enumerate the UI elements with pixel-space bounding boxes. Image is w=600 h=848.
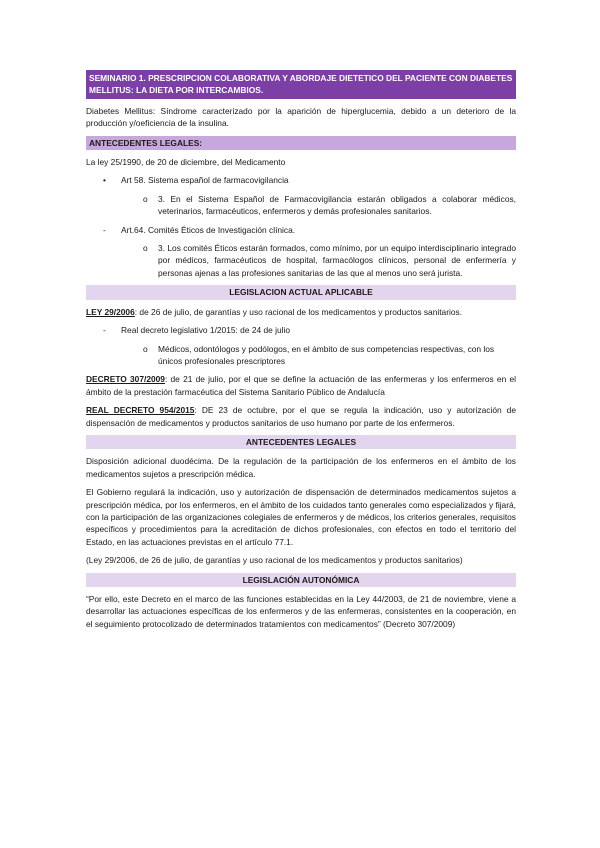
sub-bullet-marker: o xyxy=(143,193,148,204)
decreto-307-reference: DECRETO 307/2009 xyxy=(86,374,165,385)
list-item-text: Real decreto legislativo 1/2015: de 24 de julio xyxy=(121,325,291,336)
list-item-text: Art.64. Comités Éticos de Investigación clínica. xyxy=(121,224,296,235)
sub-item-prescriptores xyxy=(86,343,516,368)
list-item-art64 xyxy=(86,224,516,236)
sub-item-art58 xyxy=(86,193,516,218)
dash-marker: - xyxy=(103,224,106,235)
section-heading-antecedentes-2: ANTECEDENTES LEGALES xyxy=(86,435,516,449)
document-page xyxy=(86,70,516,636)
section-heading-legislacion-actual: LEGISLACION ACTUAL APLICABLE xyxy=(86,285,516,299)
list-item-text: Art 58. Sistema español de farmacovigilancia xyxy=(121,175,289,186)
section-heading-legislacion-autonomica: LEGISLACIÓN AUTONÓMICA xyxy=(86,573,516,587)
section-heading-antecedentes: ANTECEDENTES LEGALES: xyxy=(86,136,516,150)
document-title: SEMINARIO 1. PRESCRIPCION COLABORATIVA Y ABORDAJE DIETETICO DEL PACIENTE CON DIABETES MELLITUS: LA DIETA POR INTERCAMBIOS. xyxy=(86,70,516,99)
bullet-marker: • xyxy=(103,175,106,186)
sub-item-text: Médicos, odontólogos y podólogos, en el ámbito de sus competencias respectivas, con los únicos profesionales prescriptores xyxy=(158,343,495,366)
ley-29-2006-text: : de 26 de julio, de garantías y uso racional de los medicamentos y productos sanitarios. xyxy=(134,306,463,317)
list-item-art58 xyxy=(86,174,516,186)
disposicion-paragraph: Disposición adicional duodécima. De la regulación de la participación de los enfermeros en el ámbito de los medicamentos sujetos a prescripción médica. xyxy=(86,456,516,479)
sub-item-text: 3. Los comités Éticos estarán formados, como mínimo, por un equipo interdisciplinario integrado por médicos, farmacéuticos de hospital, farmacólogos clínicos, personal de enfermería y personas ajenas a las profesiones sanitarias de las que al menos uno será jurista. xyxy=(158,243,516,278)
quote-paragraph: “Por ello, este Decreto en el marco de las funciones establecidas en la Ley 44/2003, de 21 de noviembre, viene a desarrollar las actuaciones específicas de los enfermeros y de las enfermeras, consistentes en la cooperación, en el seguimiento protocolizado de determinados tratamientos con medicamentos” (Decreto 307/2009) xyxy=(86,594,516,629)
decreto-307-text: : de 21 de julio, por el que se define la actuación de las enfermeras y los enfermeros en el ámbito de la prestación farmacéutica del Sistema Sanitario Público de Andalucía xyxy=(86,374,516,397)
decreto-307-paragraph xyxy=(86,373,516,398)
real-decreto-954-text: : DE 23 de octubre, por el que se regula la indicación, uso y autorización de dispensación de medicamentos y productos sanitarios de uso humano por parte de los enfermeros. xyxy=(86,405,516,428)
intro-paragraph: Diabetes Mellitus: Síndrome caracterizado por la aparición de hiperglucemia, debido a un deterioro de la producción y/oeficiencia de la insulina. xyxy=(86,105,516,129)
gobierno-paragraph: El Gobierno regulará la indicación, uso y autorización de dispensación de determinados medicamentos sujetos a prescripción médica, por los enfermeros, en el ámbito de los cuidados tanto generales como especializados y fijará, con la participación de las organizaciones colegiales de enfermeros y de médicos, los criterios generales, requisitos específicos y procedimientos para la acreditación de dichos profesionales, con efectos en todo el territorio del Estado, en las actuaciones previstas en el artículo 77.1. xyxy=(86,487,516,547)
sub-item-text: 3. En el Sistema Español de Farmacovigilancia estarán obligados a colaborar médicos, veterinarios, farmacéuticos, enfermeros y demás profesionales sanitarios. xyxy=(158,193,516,217)
law-paragraph: La ley 25/1990, de 20 de diciembre, del Medicamento xyxy=(86,157,286,168)
ley-29-2006-paragraph xyxy=(86,306,516,318)
sub-bullet-marker: o xyxy=(143,243,148,254)
sub-item-art64 xyxy=(86,242,516,279)
sub-bullet-marker: o xyxy=(143,343,148,354)
ley-29-2006-reference: LEY 29/2006 xyxy=(86,306,135,317)
dash-marker: - xyxy=(103,325,106,336)
real-decreto-954-paragraph xyxy=(86,404,516,429)
real-decreto-954-reference: REAL DECRETO 954/2015 xyxy=(86,405,195,416)
ley-citation-paragraph: (Ley 29/2006, de 26 de julio, de garantías y uso racional de los medicamentos y productos sanitarios) xyxy=(86,555,463,566)
list-item-real-decreto xyxy=(86,324,516,336)
